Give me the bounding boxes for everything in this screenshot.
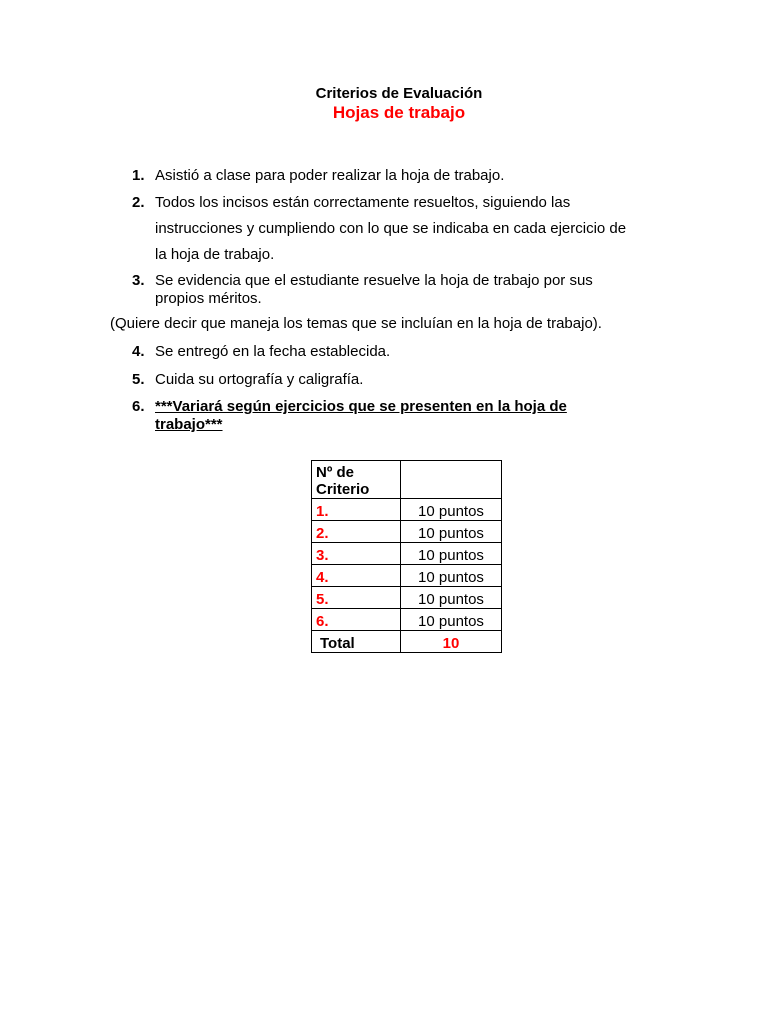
criterion-3-note: (Quiere decir que maneja los temas que se incluían en la hoja de trabajo). xyxy=(110,315,602,332)
points-cell: 10 puntos xyxy=(401,521,502,543)
criterion-text: Todos los incisos están correctamente resueltos, siguiendo las instrucciones y cumpliendo con lo que se indicaba en cada ejercicio de la hoja de trabajo. xyxy=(155,194,627,263)
criterion-number: 1. xyxy=(132,167,145,184)
points-cell: 10 puntos xyxy=(401,543,502,565)
document-title: Criterios de Evaluación xyxy=(315,85,483,102)
points-cell: 10 puntos xyxy=(401,609,502,631)
table-row xyxy=(312,499,502,521)
total-value: 10 xyxy=(401,631,502,653)
criterion-number: 2. xyxy=(132,194,145,211)
criterion-column-header: Nº de Criterio xyxy=(312,461,401,499)
criterion-cell: 6. xyxy=(312,609,401,631)
criterion-text: Cuida su ortografía y caligrafía. xyxy=(155,371,364,388)
table-row xyxy=(312,587,502,609)
points-cell: 10 puntos xyxy=(401,499,502,521)
table-row xyxy=(312,609,502,631)
criterion-item-1 xyxy=(132,167,632,185)
criterion-text-emphasis: ***Variará según ejercicios que se presenten en la hoja de trabajo*** xyxy=(155,398,567,433)
criterion-number: 3. xyxy=(132,272,145,289)
document-subtitle: Hojas de trabajo xyxy=(332,103,466,122)
points-cell: 10 puntos xyxy=(401,565,502,587)
total-label: Total xyxy=(312,631,401,653)
criterion-number: 4. xyxy=(132,343,145,360)
criterion-text: Asistió a clase para poder realizar la hoja de trabajo. xyxy=(155,167,505,184)
table-row xyxy=(312,521,502,543)
criterion-text: Se evidencia que el estudiante resuelve la hoja de trabajo por sus propios méritos. xyxy=(155,272,593,307)
score-table-header xyxy=(312,461,502,499)
criterion-item-4 xyxy=(132,343,632,361)
criterion-item-6 xyxy=(132,398,602,434)
total-row xyxy=(312,631,502,653)
score-table xyxy=(311,460,502,653)
table-row xyxy=(312,543,502,565)
criterion-cell: 2. xyxy=(312,521,401,543)
criterion-cell: 1. xyxy=(312,499,401,521)
criterion-cell: 5. xyxy=(312,587,401,609)
criterion-item-5 xyxy=(132,371,632,389)
criterion-text: Se entregó en la fecha establecida. xyxy=(155,343,391,360)
points-column-header xyxy=(401,461,502,499)
points-cell: 10 puntos xyxy=(401,587,502,609)
criterion-number: 6. xyxy=(132,398,145,415)
criterion-cell: 4. xyxy=(312,565,401,587)
criterion-item-3 xyxy=(132,272,632,308)
criterion-cell: 3. xyxy=(312,543,401,565)
criterion-item-2 xyxy=(132,190,632,268)
table-row xyxy=(312,565,502,587)
criterion-number: 5. xyxy=(132,371,145,388)
